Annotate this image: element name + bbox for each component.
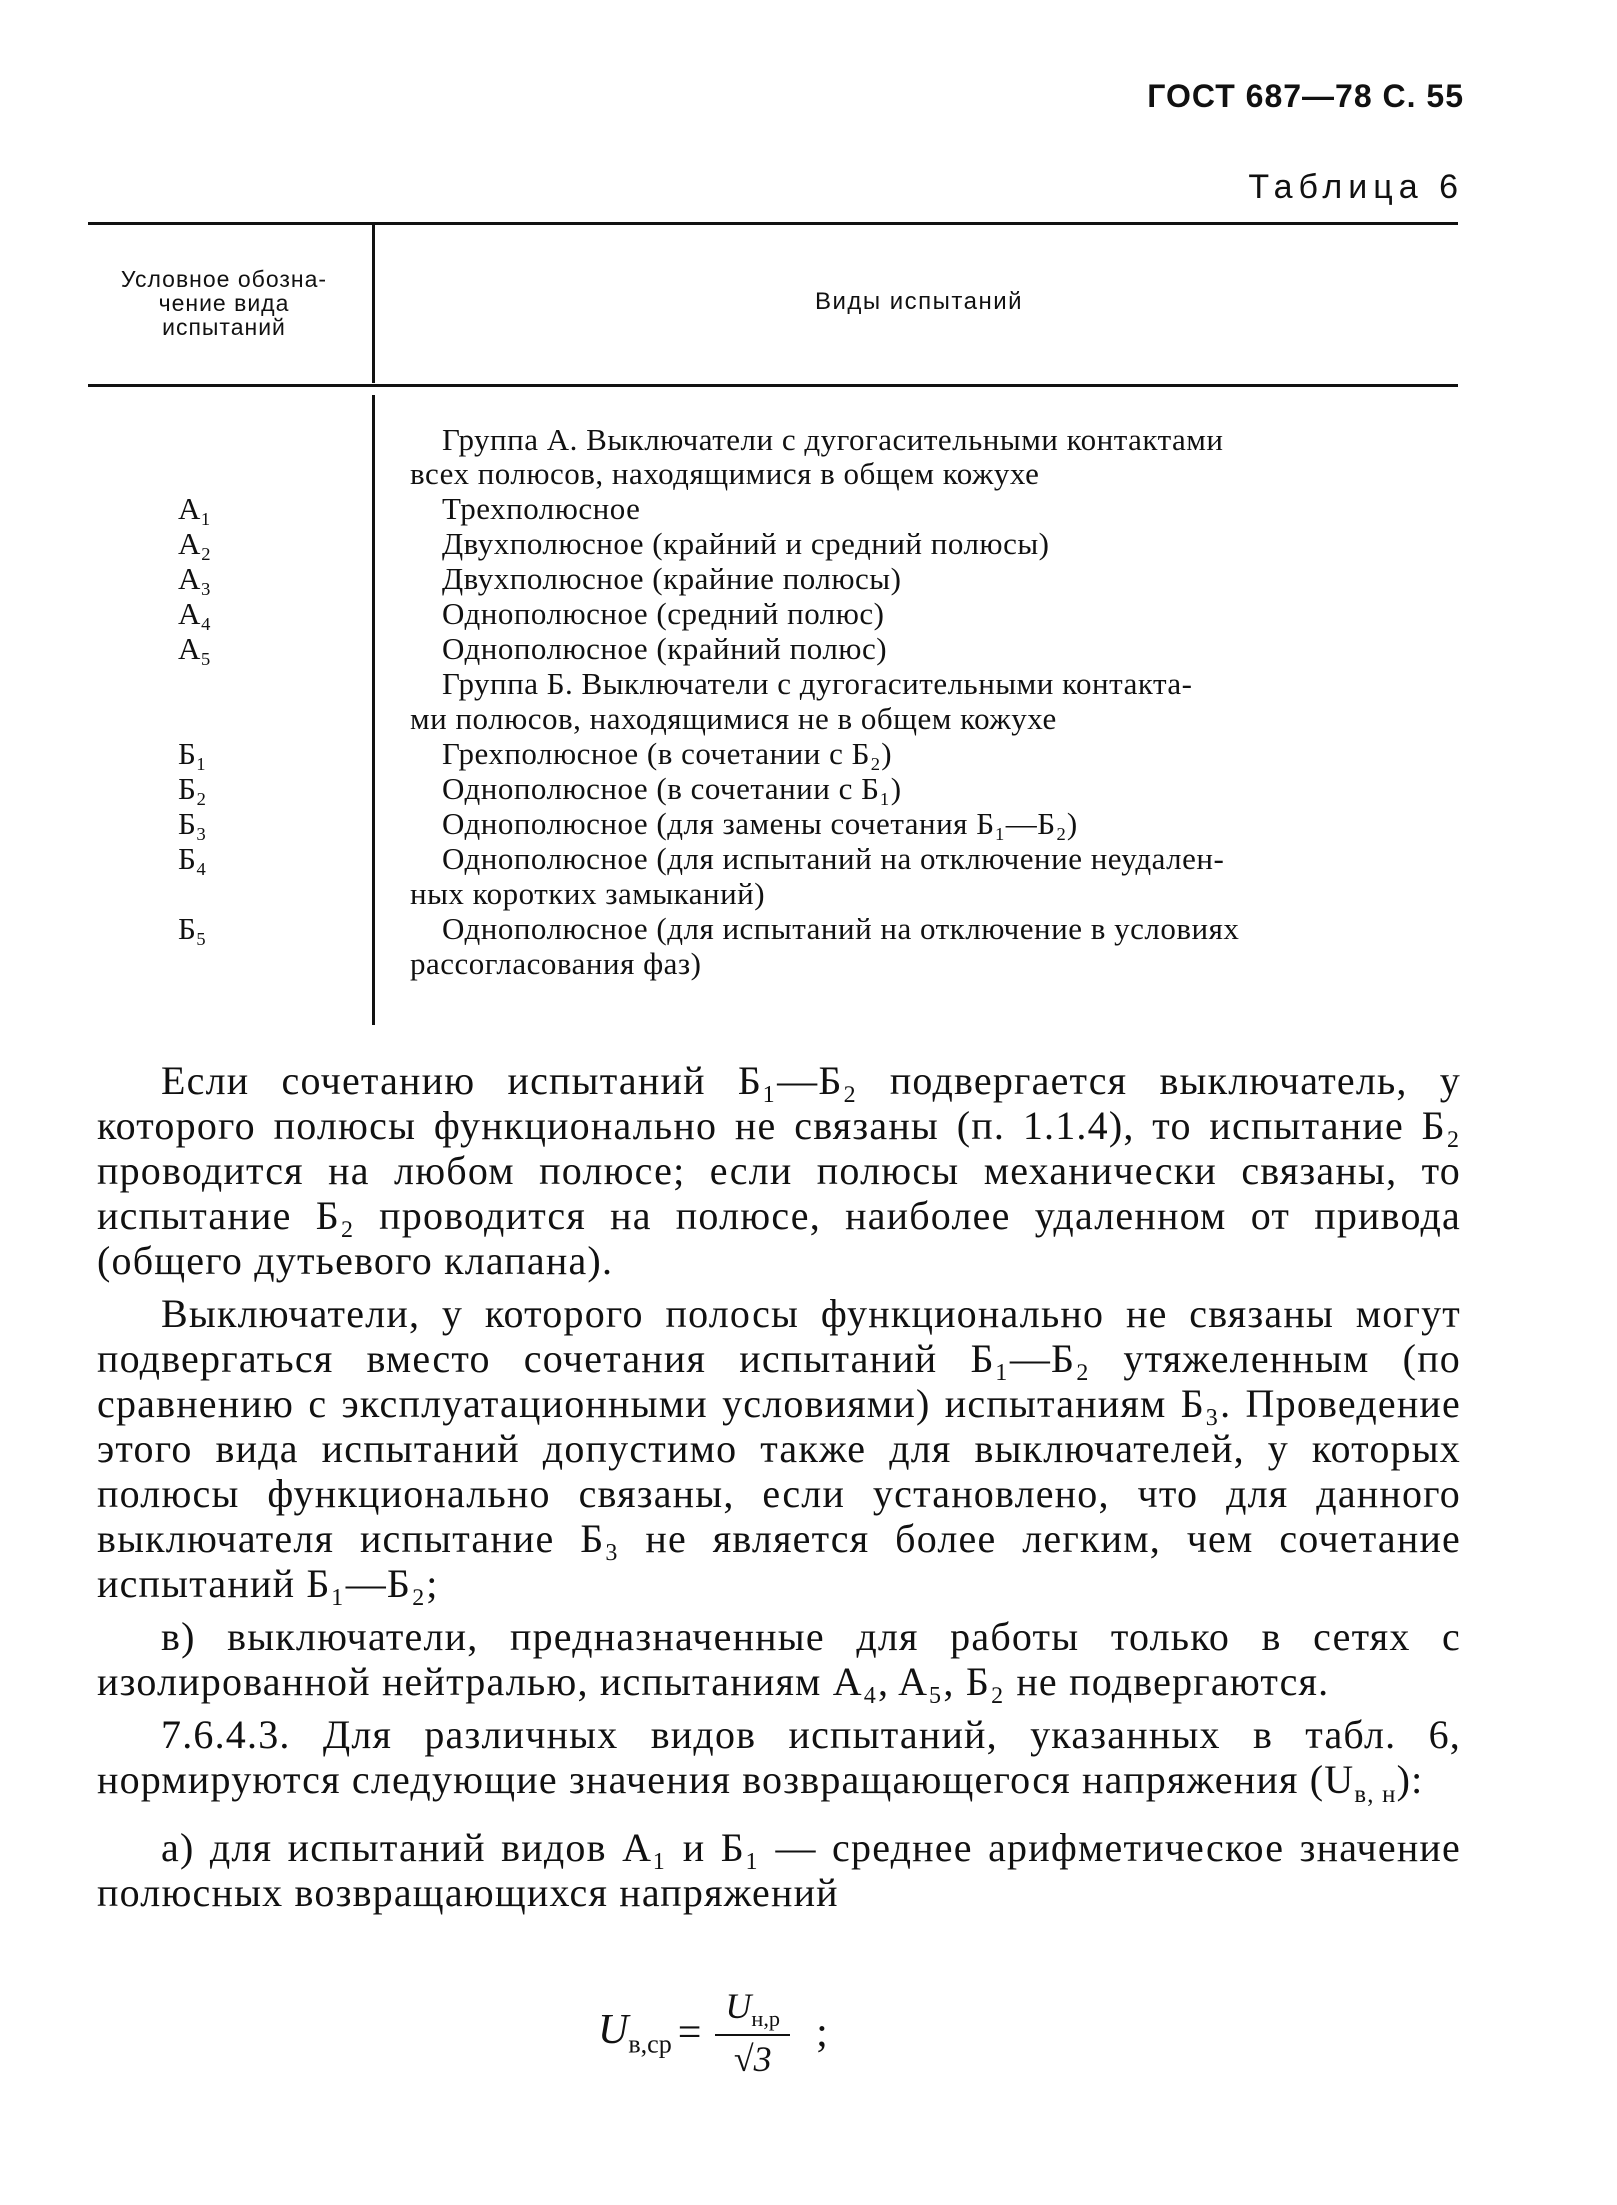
table-row-continuation: рассогласования фаз) — [410, 946, 702, 981]
formula-symbol: U — [598, 2006, 629, 2053]
paragraph — [97, 1712, 1461, 1817]
table-body-divider — [372, 395, 375, 1025]
table-row: Однополюсное (крайний полюс) — [442, 631, 888, 666]
table-top-rule — [88, 222, 1458, 225]
row-code: A₁ — [178, 491, 212, 526]
table-row: Однополюсное (для испытаний на отключение в условиях — [442, 911, 1240, 946]
table-row: Группа Б. Выключатели с дугогасительными контакта- — [442, 666, 1193, 701]
paragraph: в) выключатели, предназначенные для работы только в сетях с изолированной нейтралью, испытаниям A₄, A₅, Б₂ не подвергаются. — [97, 1614, 1461, 1704]
table-row: Двухполюсное (крайний и средний полюсы) — [442, 526, 1050, 561]
formula-symbol: U — [725, 1986, 752, 2026]
table-row: Однополюсное (средний полюс) — [442, 596, 885, 631]
formula — [598, 1985, 828, 2080]
row-code: Б₃ — [178, 806, 207, 841]
row-code: A₅ — [178, 631, 212, 666]
column-header-test-types: Виды испытаний — [814, 288, 1024, 315]
row-code: A₄ — [178, 596, 212, 631]
formula-subscript: в,ср — [628, 2029, 672, 2059]
row-text: Группа А. Выключатели с дугогасительными контактами — [442, 422, 1224, 457]
table-row — [442, 423, 1223, 457]
row-code: Б₅ — [178, 911, 207, 946]
table-row-continuation: ми полюсов, находящимися не в общем кожухе — [410, 701, 1057, 736]
column-header-line: Условное обозна- — [120, 266, 328, 292]
formula-equals: = — [677, 2009, 702, 2056]
formula-subscript: н,р — [751, 2006, 781, 2032]
table-caption: Таблица 6 — [1248, 168, 1464, 206]
paragraph: Если сочетанию испытаний Б₁—Б₂ подвергается выключатель, у которого полюсы функционально не связаны (п. 1.1.4), то испытание Б₂ проводится на любом полюсе; если полюсы механически связаны, то испытание Б₂ проводится на полюсе, наиболее удаленном от привода (общего дутьевого клапана). — [97, 1058, 1461, 1283]
body-text — [97, 1058, 1461, 1923]
table-row: Однополюсное (в сочетании с Б₁) — [442, 771, 902, 806]
table-row: Грехполюсное (в сочетании с Б₂) — [442, 736, 893, 771]
table-header-rule — [88, 384, 1458, 387]
row-code: Б₂ — [178, 771, 207, 806]
formula-lhs — [598, 2006, 672, 2059]
table-row: Трехполюсное — [442, 491, 641, 526]
paragraph-text: ): — [1396, 1757, 1424, 1802]
formula-terminator: ; — [816, 2009, 828, 2056]
table-row: Однополюсное (для замены сочетания Б₁—Б₂) — [442, 806, 1078, 841]
column-header-line: испытаний — [162, 314, 286, 340]
table-header-divider — [372, 225, 375, 383]
paragraph-text: 7.6.4.3. Для различных видов испытаний, указанных в табл. 6, нормируются следующие значения возвращающегося напряжения (U — [97, 1712, 1461, 1802]
row-code: Б₄ — [178, 841, 207, 876]
voltage-subscript: в, н — [1354, 1781, 1397, 1808]
table-row: Однополюсное (для испытаний на отключение неудален- — [442, 841, 1225, 876]
page-header: ГОСТ 687—78 С. 55 — [1147, 78, 1464, 114]
table-row-continuation — [410, 457, 1039, 491]
table-row: Двухполюсное (крайние полюсы) — [442, 561, 902, 596]
formula-numerator — [715, 1985, 790, 2036]
row-text: всех полюсов, находящимися в общем кожухе — [410, 456, 1040, 491]
column-header-line: чение вида — [158, 290, 290, 316]
formula-denominator: √3 — [733, 2039, 772, 2080]
table-row-continuation: ных коротких замыканий) — [410, 876, 766, 911]
row-code: Б₁ — [178, 736, 207, 771]
paragraph: а) для испытаний видов A₁ и Б₁ — среднее арифметическое значение полюсных возвращающихся напряжений — [97, 1825, 1461, 1915]
formula-fraction — [715, 1985, 790, 2080]
column-header-designation — [88, 267, 360, 339]
row-code: A₂ — [178, 526, 212, 561]
paragraph: Выключатели, у которого полосы функционально не связаны могут подвергаться вместо сочетания испытаний Б₁—Б₂ утяжеленным (по сравнению с эксплуатационными условиями) испытаниям Б₃. Проведение этого вида испытаний допустимо также для выключателей, у которых полюсы функционально связаны, если установлено, что для данного выключателя испытание Б₃ не является более легким, чем сочетание испытаний Б₁—Б₂; — [97, 1291, 1461, 1606]
row-code: A₃ — [178, 561, 212, 596]
